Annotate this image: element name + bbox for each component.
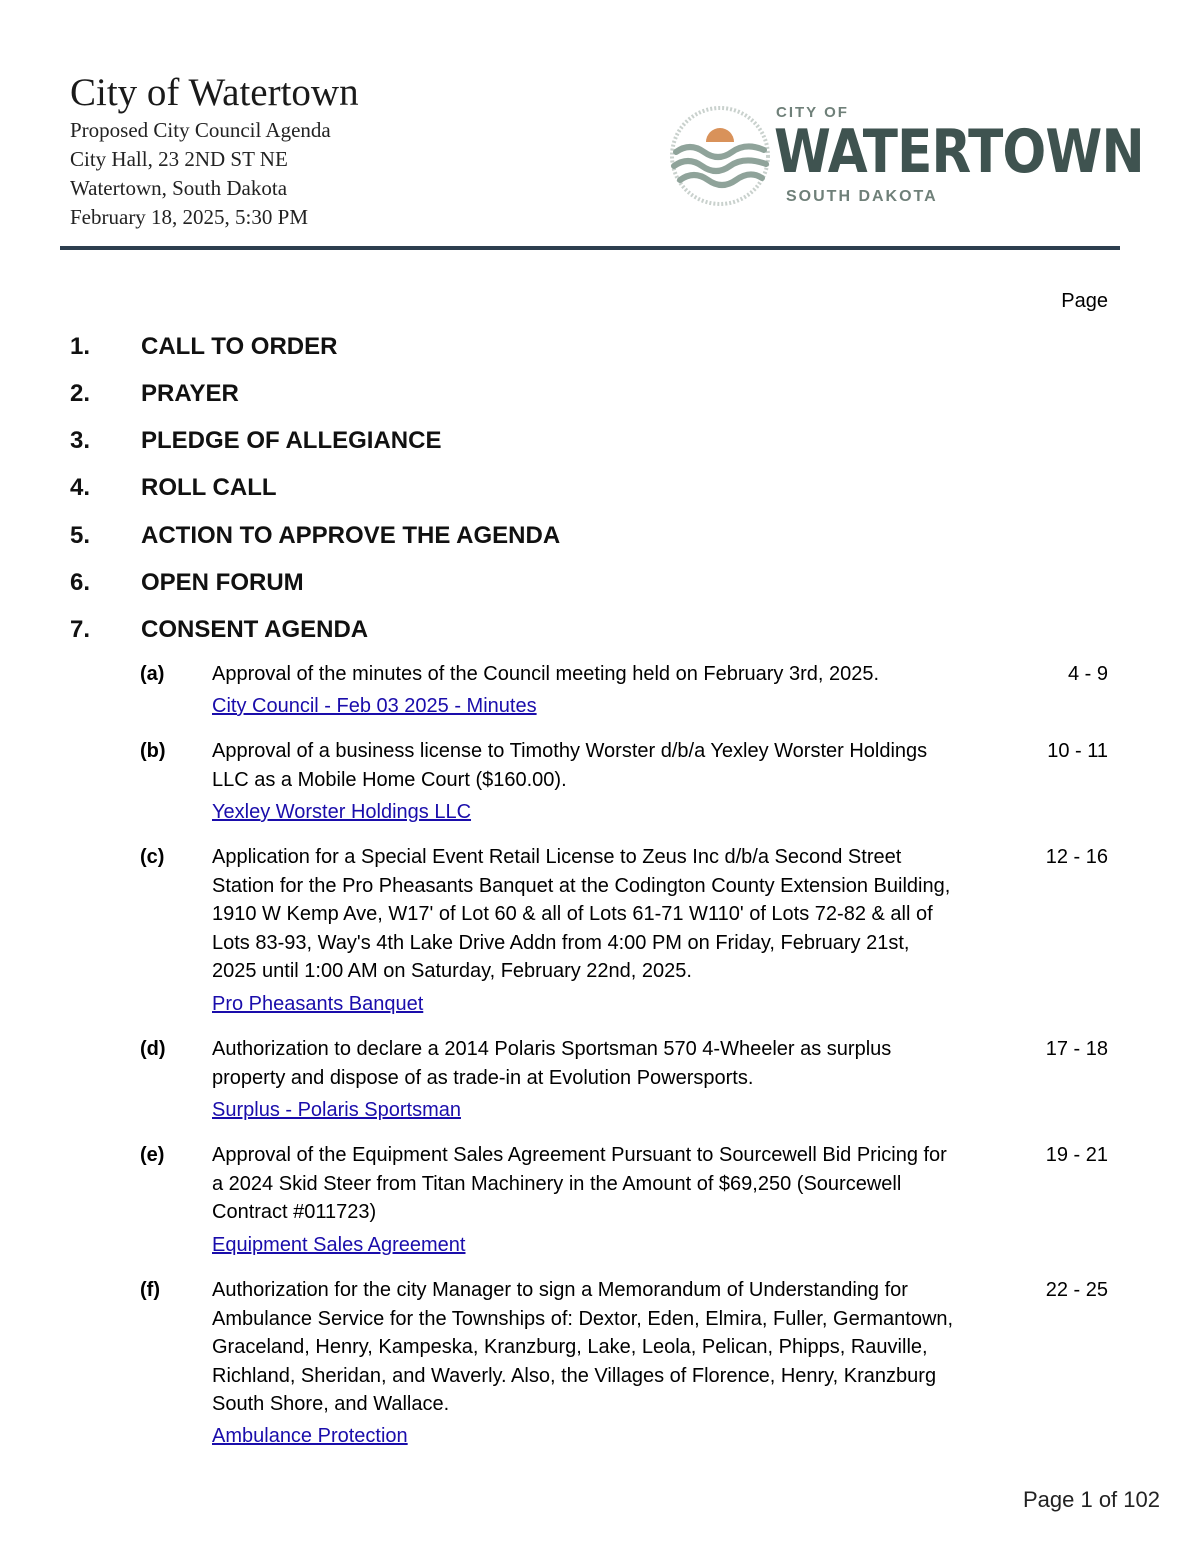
consent-item-pages: 17 - 18 xyxy=(1045,1038,1108,1060)
document-title: City of Watertown xyxy=(70,71,359,114)
consent-item-pages: 19 - 21 xyxy=(1045,1144,1108,1166)
attachment-link[interactable]: Yexley Worster Holdings LLC xyxy=(212,801,472,823)
agenda-item-number: 4. xyxy=(70,474,91,501)
attachment-link[interactable]: Equipment Sales Agreement xyxy=(212,1234,466,1256)
logo-wordmark: WATERTOWN xyxy=(774,117,1144,187)
consent-item-pages: 12 - 16 xyxy=(1045,846,1108,868)
consent-item-pages: 10 - 11 xyxy=(1047,740,1108,762)
consent-item-letter: (d) xyxy=(140,1038,166,1060)
consent-item-text: Approval of the minutes of the Council meeting held on February 3rd, 2025. xyxy=(212,663,880,685)
agenda-item-title: PRAYER xyxy=(141,380,239,407)
page-number: Page 1 of 102 xyxy=(1022,1487,1160,1512)
consent-item-letter: (a) xyxy=(140,663,165,685)
agenda-item-number: 2. xyxy=(70,380,91,407)
agenda-item-number: 6. xyxy=(70,569,91,596)
attachment-link[interactable]: Surplus - Polaris Sportsman xyxy=(212,1099,461,1121)
consent-item-text: Approval of the Equipment Sales Agreement Pursuant to Sourcewell Bid Pricing for a 2024 Skid Steer from Titan Machinery in the Amount of $69,250 (Sourcewell Contract #011723) xyxy=(212,1144,947,1224)
agenda-item-number: 3. xyxy=(70,427,91,454)
waves-emblem-icon xyxy=(668,104,772,208)
consent-item-letter: (c) xyxy=(140,846,165,868)
consent-item-letter: (f) xyxy=(140,1279,160,1301)
watertown-logo xyxy=(668,100,1144,212)
consent-item-text: Application for a Special Event Retail License to Zeus Inc d/b/a Second Street Station for the Pro Pheasants Banquet at the Codington County Extension Building, 1910 W Kemp Ave, W17' of Lot 60 & all of Lots 61-71 W110' of Lots 72-82 & all of Lots 83-93, Way's 4th Lake Drive Addn from 4:00 PM on Friday, February 21st, 2025 until 1:00 AM on Saturday, February 22nd, 2025. xyxy=(212,846,951,983)
attachment-link[interactable]: Pro Pheasants Banquet xyxy=(212,993,424,1015)
consent-item-text: Approval of a business license to Timothy Worster d/b/a Yexley Worster Holdings LLC as a Mobile Home Court ($160.00). xyxy=(212,740,928,791)
consent-item-text: Authorization to declare a 2014 Polaris Sportsman 570 4-Wheeler as surplus property and dispose of as trade-in at Evolution Powersports. xyxy=(212,1038,892,1089)
page-column-header: Page xyxy=(1061,290,1108,312)
consent-item-pages: 4 - 9 xyxy=(1067,663,1108,685)
logo-city-of: CITY OF xyxy=(776,104,849,121)
consent-item-letter: (b) xyxy=(140,740,166,762)
agenda-type: Proposed City Council Agenda xyxy=(70,118,331,142)
agenda-item-number: 7. xyxy=(70,616,91,643)
agenda-item-title: OPEN FORUM xyxy=(141,569,304,596)
consent-item-letter: (e) xyxy=(140,1144,165,1166)
meeting-datetime: February 18, 2025, 5:30 PM xyxy=(70,205,308,229)
agenda-item-title: ACTION TO APPROVE THE AGENDA xyxy=(141,522,561,549)
consent-item-pages: 22 - 25 xyxy=(1045,1279,1108,1301)
agenda-item-title: CONSENT AGENDA xyxy=(141,616,369,643)
header-block xyxy=(70,70,359,232)
agenda-item-title: ROLL CALL xyxy=(141,474,277,501)
agenda-item-title: PLEDGE OF ALLEGIANCE xyxy=(141,427,442,454)
attachment-link[interactable]: City Council - Feb 03 2025 - Minutes xyxy=(212,695,537,717)
agenda-item-number: 5. xyxy=(70,522,91,549)
attachment-link[interactable]: Ambulance Protection xyxy=(212,1425,408,1447)
meeting-city: Watertown, South Dakota xyxy=(70,176,288,200)
agenda-item-number: 1. xyxy=(70,333,91,360)
meeting-address: City Hall, 23 2ND ST NE xyxy=(70,147,288,171)
header-divider xyxy=(60,246,1120,250)
agenda-item-title: CALL TO ORDER xyxy=(141,333,338,360)
consent-item-text: Authorization for the city Manager to sign a Memorandum of Understanding for Ambulance Service for the Townships of: Dextor, Eden, Elmira, Fuller, Germantown, Graceland, Henry, Kampeska, Kranzburg, Lake, Leola, Pelican, Phipps, Rauville, Richland, Sheridan, and Waverly. Also, the Villages of Florence, Henry, Kranzburg South Shore, and Wallace. xyxy=(212,1279,954,1416)
logo-state: SOUTH DAKOTA xyxy=(786,188,938,205)
